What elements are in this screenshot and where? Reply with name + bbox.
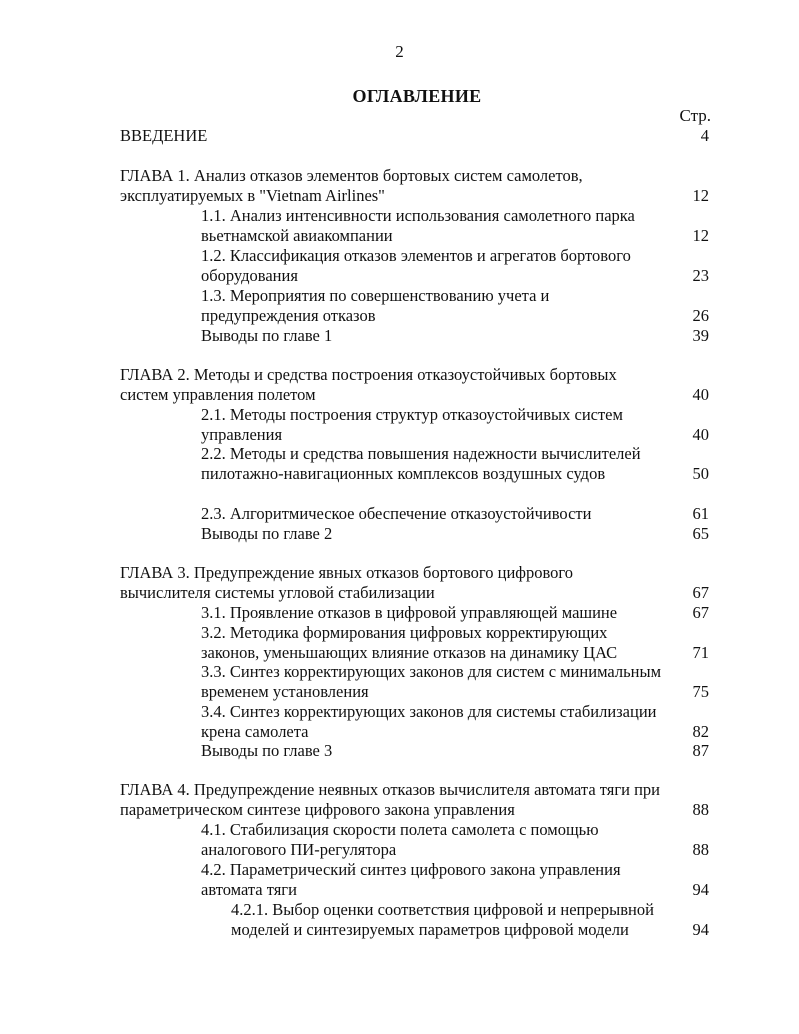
toc-entry-conclusions-1[interactable]	[201, 326, 709, 346]
toc-entry-page: 71	[692, 643, 709, 662]
toc-entry-page: 67	[692, 583, 709, 602]
toc-entry-text: 1.2. Классификация отказов элементов и агрегатов бортового оборудования	[201, 246, 631, 285]
toc-entry-page: 94	[692, 880, 709, 899]
toc-entry-text: 2.3. Алгоритмическое обеспечение отказоустойчивости	[201, 504, 592, 523]
toc-entry-text: 4.1. Стабилизация скорости полета самолета с помощью аналогового ПИ-регулятора	[201, 820, 599, 859]
toc-entry-section-4-2[interactable]	[201, 860, 709, 900]
toc-entry-section-4-1[interactable]	[201, 820, 709, 860]
toc-entry-section-2-2[interactable]	[201, 444, 709, 484]
toc-entry-page: 75	[692, 682, 709, 701]
toc-title: ОГЛАВЛЕНИЕ	[352, 86, 482, 106]
toc-entry-chapter-4[interactable]	[120, 780, 709, 820]
toc-entry-page: 50	[692, 464, 709, 483]
toc-entry-page: 61	[692, 504, 709, 523]
toc-entry-text: 3.2. Методика формирования цифровых корректирующих законов, уменьшающих влияние отказов на динамику ЦАС	[201, 623, 618, 662]
toc-entry-section-1-3[interactable]	[201, 286, 709, 326]
toc-entry-page: 94	[692, 920, 709, 939]
toc-entry-page: 12	[692, 186, 709, 205]
toc-entry-conclusions-3[interactable]	[201, 741, 709, 761]
toc-entry-page: 88	[692, 840, 709, 859]
toc-entry-text: ГЛАВА 3. Предупреждение явных отказов бортового цифрового вычислителя системы угловой стабилизации	[120, 563, 574, 602]
toc-entry-page: 65	[692, 524, 709, 543]
toc-entry-text: 1.3. Мероприятия по совершенствованию учета и предупреждения отказов	[201, 286, 550, 325]
toc-entry-section-3-3[interactable]	[201, 662, 709, 702]
toc-entry-page: 40	[692, 385, 709, 404]
toc-entry-section-4-2-1[interactable]	[231, 900, 709, 940]
toc-entry-page: 26	[692, 306, 709, 325]
toc-entry-chapter-2[interactable]	[120, 365, 709, 405]
toc-entry-page: 4	[700, 126, 709, 145]
page-column-label: Стр.	[679, 106, 711, 125]
toc-entry-section-1-1[interactable]	[201, 206, 709, 246]
toc-entry-text: ГЛАВА 1. Анализ отказов элементов бортовых систем самолетов, эксплуатируемых в "Vietnam Airlines"	[120, 166, 583, 205]
toc-entry-page: 88	[692, 800, 709, 819]
toc-entry-page: 67	[692, 603, 709, 622]
toc-entry-page: 82	[692, 722, 709, 741]
toc-entry-text: 4.2.1. Выбор оценки соответствия цифровой и непрерывной моделей и синтезируемых параметров цифровой модели	[231, 900, 654, 939]
toc-entry-text: Выводы по главе 1	[201, 326, 333, 345]
toc-entry-section-3-1[interactable]	[201, 603, 709, 623]
toc-entry-text: ГЛАВА 4. Предупреждение неявных отказов вычислителя автомата тяги при параметрическом синтезе цифрового закона управления	[120, 780, 661, 819]
toc-entry-text: ГЛАВА 2. Методы и средства построения отказоустойчивых бортовых систем управления полетом	[120, 365, 617, 404]
toc-entry-page: 23	[692, 266, 709, 285]
toc-entry-section-1-2[interactable]	[201, 246, 709, 286]
toc-entry-section-3-2[interactable]	[201, 623, 709, 663]
page-number: 2	[395, 42, 404, 61]
toc-entry-text: Выводы по главе 2	[201, 524, 333, 543]
toc-entry-page: 12	[692, 226, 709, 245]
toc-entry-section-3-4[interactable]	[201, 702, 709, 742]
toc-entry-section-2-1[interactable]	[201, 405, 709, 445]
toc-entry-text: 3.1. Проявление отказов в цифровой управляющей машине	[201, 603, 618, 622]
toc-entry-section-2-3[interactable]	[201, 504, 709, 524]
toc-entry-text: 3.3. Синтез корректирующих законов для систем с минимальным временем установления	[201, 662, 662, 701]
toc-entry-page: 87	[692, 741, 709, 760]
toc-entry-text: 2.1. Методы построения структур отказоустойчивых систем управления	[201, 405, 623, 444]
toc-entry-text: 4.2. Параметрический синтез цифрового закона управления автомата тяги	[201, 860, 621, 899]
toc-entry-text: ВВЕДЕНИЕ	[120, 126, 208, 145]
toc-entry-text: 3.4. Синтез корректирующих законов для системы стабилизации крена самолета	[201, 702, 657, 741]
toc-entry-text: 1.1. Анализ интенсивности использования самолетного парка вьетнамской авиакомпании	[201, 206, 635, 245]
toc-entry-introduction[interactable]	[120, 126, 709, 146]
toc-entry-conclusions-2[interactable]	[201, 524, 709, 544]
toc-entry-text: 2.2. Методы и средства повышения надежности вычислителей пилотажно-навигационных комплексов воздушных судов	[201, 444, 641, 483]
toc-entry-page: 40	[692, 425, 709, 444]
toc-entry-chapter-3[interactable]	[120, 563, 709, 603]
toc-entry-chapter-1[interactable]	[120, 166, 709, 206]
toc-entry-text: Выводы по главе 3	[201, 741, 333, 760]
toc-entry-page: 39	[692, 326, 709, 345]
